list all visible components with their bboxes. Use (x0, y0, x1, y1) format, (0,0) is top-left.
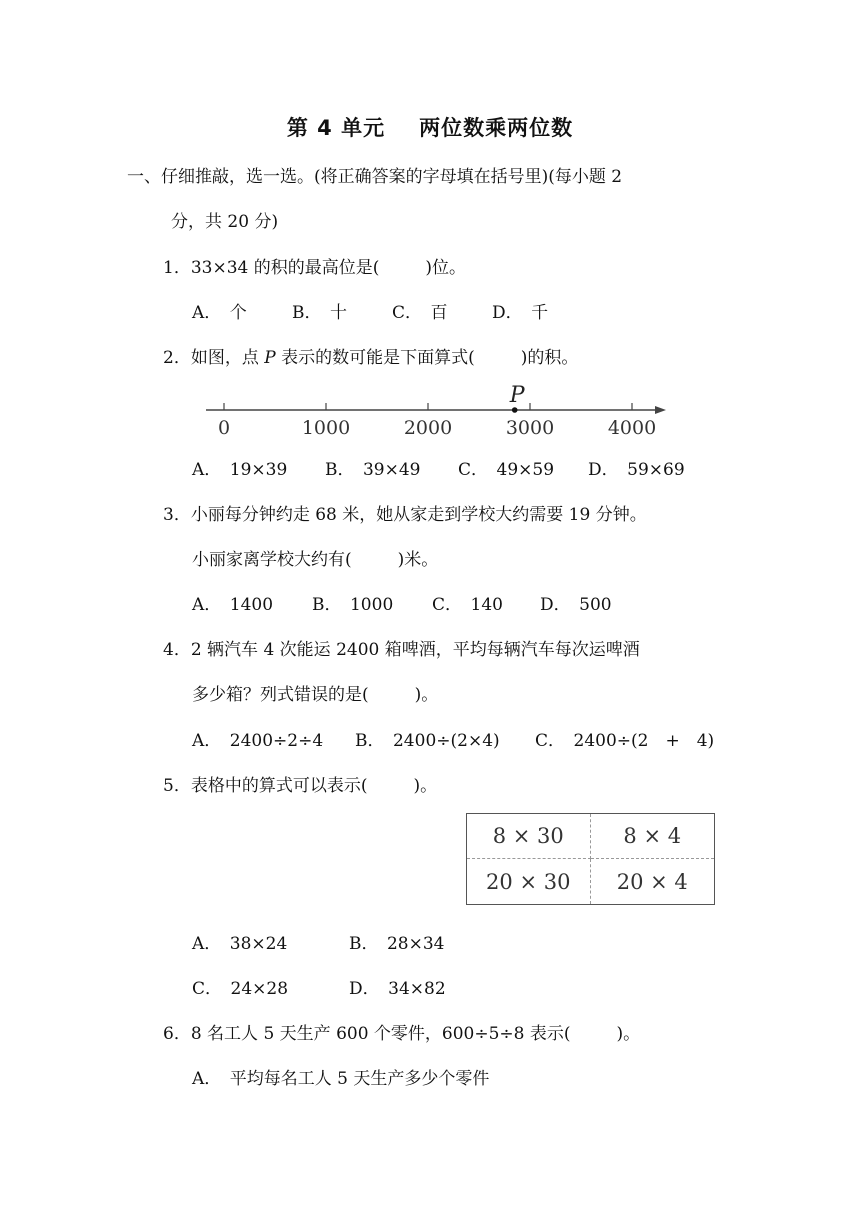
unit-name: 两位数乘两位数 (419, 116, 574, 140)
tick-label: 0 (217, 417, 231, 439)
option-d[interactable]: D． 500 (540, 595, 612, 615)
arrow-icon (655, 406, 666, 414)
option-c[interactable]: C． 2400÷(2 + 4) (535, 731, 715, 751)
point-p-label: P (509, 383, 525, 408)
tick-label: 2000 (403, 417, 453, 439)
question-4-line2: 多少箱？列式错误的是( )。 (192, 685, 439, 705)
option-d[interactable]: D． 千 (492, 303, 549, 323)
question-5-options-row2 (192, 974, 446, 999)
option-a[interactable]: A． 平均每名工人 5 天生产多少个零件 (192, 1069, 490, 1089)
option-c[interactable]: C． 140 (432, 595, 503, 615)
option-a[interactable]: A． 38×24 (192, 934, 288, 954)
section-heading-line1: 一、仔细推敲，选一选。(将正确答案的字母填在括号里)(每小题 2 (127, 167, 623, 187)
expression-table (466, 813, 715, 905)
option-d[interactable]: D． 59×69 (588, 460, 685, 480)
point-p-dot (512, 407, 518, 413)
tick-label: 4000 (607, 417, 657, 439)
tick-label: 1000 (301, 417, 351, 439)
question-1-options (192, 298, 548, 323)
number-line (200, 380, 670, 440)
point-variable: P (264, 348, 276, 368)
table-cell: 20 × 4 (616, 869, 688, 894)
table-cell: 8 × 4 (591, 814, 715, 859)
option-a[interactable]: A． 2400÷2÷4 (192, 731, 324, 751)
option-c[interactable]: C． 24×28 (192, 979, 289, 999)
section-heading-line2: 分，共 20 分) (171, 212, 279, 232)
option-b[interactable]: B． 十 (292, 303, 347, 323)
table-cell: 20 × 30 (467, 859, 591, 904)
question-4-line1: 4．2 辆汽车 4 次能运 2400 箱啤酒，平均每辆汽车每次运啤酒 (163, 640, 640, 660)
tick-label: 3000 (505, 417, 555, 439)
option-d[interactable]: D． 34×82 (349, 979, 446, 999)
table-cell: 8 × 30 (467, 814, 591, 859)
option-c[interactable]: C． 百 (392, 303, 448, 323)
question-2: 2．如图，点 P 表示的数可能是下面算式( )的积。 (163, 348, 579, 368)
option-a[interactable]: A． 1400 (192, 595, 274, 615)
option-b[interactable]: B． 1000 (312, 595, 394, 615)
option-b[interactable]: B． 39×49 (325, 460, 421, 480)
question-4-options (192, 726, 714, 751)
page-title (0, 112, 860, 142)
unit-label: 第 4 单元 (286, 116, 386, 140)
question-3-line1: 3．小丽每分钟约走 68 米，她从家走到学校大约需要 19 分钟。 (163, 505, 647, 525)
question-1: 1．33×34 的积的最高位是( )位。 (163, 258, 467, 278)
question-3-line2: 小丽家离学校大约有( )米。 (192, 550, 439, 570)
option-c[interactable]: C． 49×59 (458, 460, 555, 480)
option-a[interactable]: A． 19×39 (192, 460, 288, 480)
option-b[interactable]: B． 28×34 (349, 934, 445, 954)
question-6-options (192, 1064, 489, 1089)
option-a[interactable]: A． 个 (192, 303, 247, 323)
question-2-options (192, 455, 685, 480)
question-3-options (192, 590, 612, 615)
question-6: 6．8 名工人 5 天生产 600 个零件，600÷5÷8 表示( )。 (163, 1024, 641, 1044)
question-5-options-row1 (192, 929, 445, 954)
question-5: 5．表格中的算式可以表示( )。 (163, 776, 438, 796)
option-b[interactable]: B． 2400÷(2×4) (355, 731, 500, 751)
